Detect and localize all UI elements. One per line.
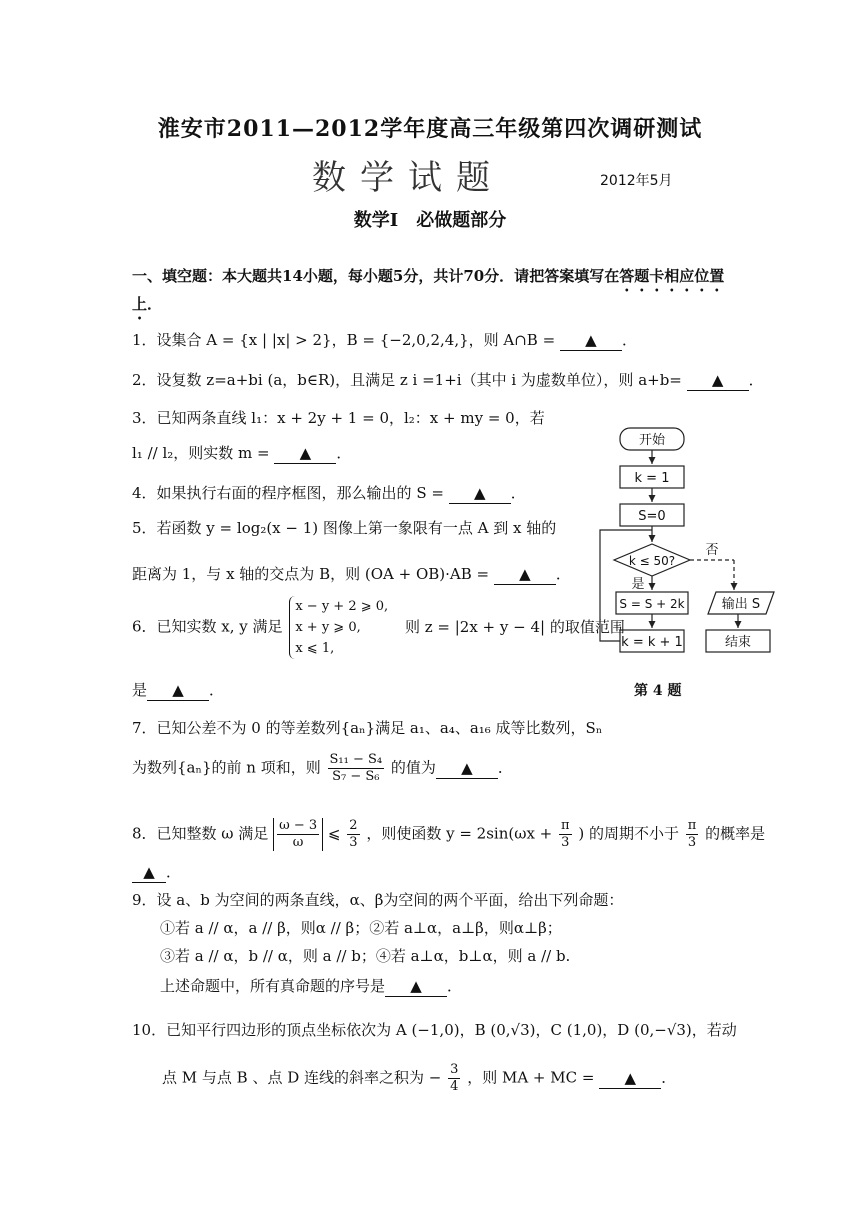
- q8-f3-num: π: [687, 818, 697, 833]
- section-intro-cont: [132, 294, 162, 323]
- q4-text: 4．如果执行右面的程序框图，那么输出的 S =: [132, 484, 444, 502]
- q8-abs-denominator: ω: [292, 835, 304, 850]
- question-9: 9．设 a、b 为空间的两条直线，α、β为空间的两个平面，给出下列命题：: [132, 891, 624, 909]
- question-9-line-2: ①若 a // α，a // β，则α // β；②若 a⊥α，a⊥β，则α⊥β；: [160, 919, 562, 937]
- q1-end: ．: [621, 331, 637, 349]
- q8-abs-numerator: ω − 3: [279, 818, 318, 833]
- flow-no-label: 否: [705, 543, 719, 558]
- q8-f3-den: 3: [687, 835, 697, 850]
- flow-update-s-label: S = S + 2k: [619, 597, 685, 611]
- q7-denominator: S₇ − S₆: [332, 769, 380, 784]
- question-5: 5．若函数 y = log₂(x − 1) 图像上第一象限有一点 A 到 x 轴的: [132, 519, 557, 537]
- q8-f1-den: 3: [349, 835, 358, 850]
- q10-f-num: 3: [450, 1062, 459, 1077]
- exam-title: 淮安市2011—2012学年度高三年级第四次调研测试: [157, 116, 703, 142]
- q8-abs-value: [273, 818, 323, 851]
- answer-blank-1: ▲: [560, 330, 622, 351]
- q7-end: ．: [497, 758, 513, 777]
- section-intro-emphasis: 答题卡相应位置: [619, 267, 725, 285]
- q8-f1-num: 2: [349, 818, 358, 833]
- q7-fraction: [328, 752, 385, 785]
- q8-f2-num: π: [561, 818, 570, 833]
- q9-text: 上述命题中，所有真命题的序号是: [160, 977, 386, 995]
- answer-blank-4: ▲: [449, 483, 511, 504]
- q5-end: ．: [555, 565, 571, 583]
- question-7: 7．已知公差不为 0 的等差数列{aₙ}满足 a₁、a₄、a₁₆ 成等比数列，Sₙ: [132, 719, 603, 737]
- section-intro-emphasis-2: 上: [132, 295, 148, 313]
- q5-text: 距离为 1，与 x 轴的交点为 B，则 (OA + OB)·AB =: [132, 565, 490, 583]
- q4-end: ．: [510, 484, 526, 502]
- q8-f2-den: 3: [561, 835, 570, 850]
- question-3: 3．已知两条直线 l₁：x + 2y + 1 = 0，l₂：x + my = 0，若: [132, 409, 545, 427]
- question-9-line-4: [160, 976, 462, 997]
- constraint-2: x + y ⩾ 0,: [295, 620, 361, 635]
- constraint-system: [289, 596, 388, 659]
- question-6-cont: [132, 680, 224, 701]
- section-intro-end: ．: [147, 295, 163, 313]
- q10-text: 点 M 与点 B 、点 D 连线的斜率之积为 −: [162, 1068, 442, 1087]
- answer-blank-9: ▲: [385, 976, 447, 997]
- question-4: [132, 483, 526, 504]
- q8-text: 8．已知整数 ω 满足: [132, 824, 269, 843]
- constraint-3: x ⩽ 1,: [295, 641, 335, 656]
- q6-text-2: 则 z = |2x + y − 4| 的取值范围: [404, 617, 625, 636]
- answer-blank-8: ▲: [132, 862, 166, 883]
- q2-end: ．: [748, 371, 764, 389]
- q7-text-2: 的值为: [390, 758, 436, 777]
- flow-yes-label: 是: [631, 577, 645, 592]
- q2-text: 2．设复数 z=a+bi (a，b∈R)，且满足 z i =1+i（其中 i 为虚数单位），则 a+b=: [132, 371, 682, 389]
- question-5-cont: [132, 564, 571, 585]
- q8-end: ．: [166, 863, 182, 881]
- flow-update-k-label: k = k + 1: [621, 635, 683, 650]
- subject-title: 数学试题: [312, 158, 504, 198]
- exam-date: 2012年5月: [600, 173, 673, 189]
- question-10-cont: [162, 1062, 676, 1095]
- question-3-cont: [132, 443, 351, 464]
- answer-blank-7: ▲: [436, 758, 498, 779]
- flow-init-s-label: S=0: [638, 509, 666, 524]
- q8-text-3: ) 的周期不小于: [578, 824, 679, 843]
- q9-end: ．: [447, 977, 463, 995]
- q8-text-4: 的概率是: [705, 824, 766, 843]
- q7-text: 为数列{aₙ}的前 n 项和，则: [132, 758, 321, 777]
- answer-blank-2: ▲: [687, 370, 749, 391]
- q8-fraction-2: [559, 818, 572, 851]
- flow-end-label: 结束: [724, 635, 752, 650]
- answer-blank-6: ▲: [147, 680, 209, 701]
- q10-f-den: 4: [450, 1079, 459, 1094]
- q3-text: l₁ // l₂，则实数 m =: [132, 444, 270, 462]
- q10-end: ．: [661, 1068, 677, 1087]
- q8-le: ⩽: [327, 824, 341, 843]
- flowchart: [594, 420, 790, 682]
- question-8-cont: [132, 862, 181, 883]
- flow-condition-label: k ≤ 50?: [628, 554, 676, 568]
- q7-numerator: S₁₁ − S₄: [329, 752, 383, 767]
- question-8: [132, 818, 765, 851]
- q10-fraction: [448, 1062, 460, 1095]
- q6-text-3: 是: [132, 681, 148, 699]
- q6-text: 6．已知实数 x, y 满足: [132, 617, 283, 636]
- q3-end: ．: [336, 444, 352, 462]
- question-1: [132, 330, 637, 351]
- question-6: [132, 596, 625, 659]
- constraint-1: x − y + 2 ⩾ 0,: [295, 599, 389, 614]
- q8-fraction-3: [686, 818, 699, 851]
- q1-text: 1．设集合 A = {x | |x| > 2}，B = {−2,0,2,4,}，则 A∩B =: [132, 331, 556, 349]
- q8-fraction-1: [347, 818, 359, 851]
- q6-end: ．: [209, 681, 225, 699]
- q8-text-2: ，则使函数 y = 2sin(ωx +: [366, 824, 553, 843]
- flow-start-label: 开始: [638, 433, 666, 448]
- part-title: 数学Ⅰ 必做题部分: [353, 210, 507, 231]
- flowchart-caption: 第 4 题: [634, 683, 682, 699]
- answer-blank-5: ▲: [494, 564, 556, 585]
- answer-blank-3: ▲: [274, 443, 336, 464]
- answer-blank-10: ▲: [599, 1068, 661, 1089]
- question-10: 10．已知平行四边形的顶点坐标依次为 A (−1,0)，B (0,√3)，C (1,0)，D (0,−√3)，若动: [132, 1021, 737, 1039]
- question-2: [132, 370, 764, 391]
- question-7-cont: [132, 752, 513, 785]
- question-9-line-3: ③若 a // α，b // α，则 a // b；④若 a⊥α，b⊥α，则 a // b.: [160, 947, 571, 965]
- section-intro-text: 一、填空题：本大题共14小题，每小题5分，共计70分．请把答案填写在: [132, 267, 620, 285]
- flow-init-k-label: k = 1: [634, 471, 670, 486]
- flow-output-label: 输出 S: [721, 597, 761, 612]
- q10-text-2: ，则 MA + MC =: [467, 1068, 595, 1087]
- section-intro: [132, 266, 724, 295]
